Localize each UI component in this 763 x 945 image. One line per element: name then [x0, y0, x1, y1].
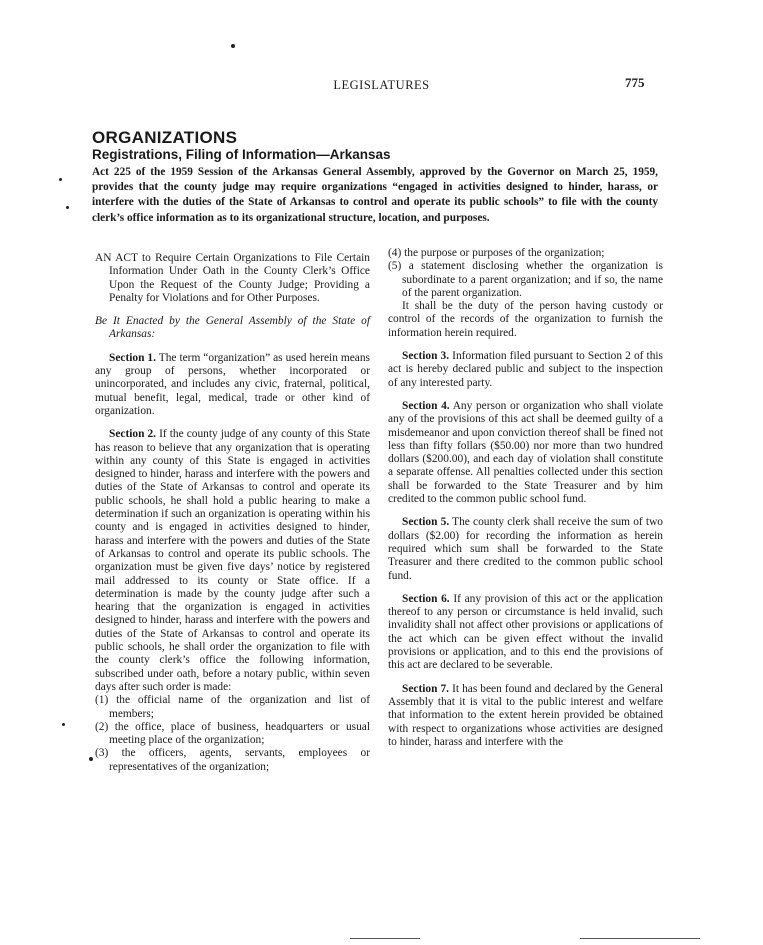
- section-4-label: Section 4.: [402, 399, 450, 412]
- margin-mark: [59, 178, 62, 181]
- section-6: [388, 593, 663, 673]
- section-7: [388, 683, 663, 749]
- margin-mark: [231, 44, 235, 48]
- section-3-label: Section 3.: [402, 350, 450, 363]
- section-2-label: Section 2.: [109, 428, 157, 441]
- enacting-clause: Be It Enacted by the General Assembly of the State of Arkansas:: [95, 315, 370, 341]
- section-7-label: Section 7.: [402, 682, 450, 695]
- section-3: [388, 350, 663, 390]
- section-1-label: Section 1.: [109, 351, 156, 364]
- act-title: AN ACT to Require Certain Organizations to File Certain Information Under Oath in the County Clerk’s Office Upon the Request of the County Judge; Providing a Penalty for Violations and for Other Purposes.: [95, 252, 370, 304]
- section-2-text: If the county judge of any county of this State has reason to believe that any organization that is operating within any county of this State is engaged in activities designed to hinder, harass and interfere with the powers and duties of the State of Arkansas to control and operate its public schools, he shall hold a public hearing to make a determination if such an organization is operating within his county and is engaged in activities designed to hinder, harass and interfere with the powers and duties of the State of Arkansas to control and operate its public schools. The organization must be given five days’ notice by registered mail addressed to its county or State office. If a determination is made by the county judge after such a hearing that the organization is engaged in activities designed to hinder, harass and interfere with the powers and duties of the State of Arkansas to control and operate its public schools, he shall order the organization to file with the county clerk’s office the following information, subscribed under oath, before a notary public, within seven days after such order is made:: [95, 428, 370, 693]
- section-5-label: Section 5.: [402, 516, 450, 529]
- section-6-text: If any provision of this act or the application thereof to any person or circumstance is held invalid, such invalidity shall not affect other provisions or applications of the act which can be given effect without the invalid provisions or application, and to this end the provisions of this act are declared to be severable.: [388, 592, 663, 672]
- act-summary: Act 225 of the 1959 Session of the Arkansas General Assembly, approved by the Governor on March 25, 1959, provides that the county judge may require organizations “engaged in activities designed to hinder, harass, or interfere with the duties of the State of Arkansas to control and operate its public schools” to file with the county clerk’s office information as to its organizational structure, location, and purposes.: [92, 166, 658, 224]
- section-heading: ORGANIZATIONS: [92, 128, 238, 147]
- section-7-text: It has been found and declared by the General Assembly that it is vital to the public interest and welfare that information to the extent herein provided be obtained with respect to organizations whose activities are designed to hinder, harass and interfere with the: [388, 682, 663, 748]
- margin-mark: [66, 206, 69, 209]
- list-item: (4) the purpose or purposes of the organization;: [388, 247, 605, 259]
- section-4-text: Any person or organization who shall violate any of the provisions of this act shall be deemed guilty of a misdemeanor and upon conviction thereof shall be fined not less than fifty follars ($50.00) nor more than two hundred dollars ($200.00), and each day of violation shall constitute a separate offense. All penalties collected under this section shall be forwarded to the State Treasurer and by him credited to the common public school fund.: [388, 399, 664, 506]
- section-4: [388, 400, 663, 506]
- left-column: [95, 252, 370, 774]
- section-6-label: Section 6.: [402, 592, 450, 605]
- list-item: (2) the office, place of business, headquarters or usual meeting place of the organization;: [95, 720, 370, 747]
- right-column: [388, 247, 663, 749]
- margin-mark: [62, 723, 65, 726]
- section-5-text: The county clerk shall receive the sum of two dollars ($2.00) for recording the information as herein required which sum shall be forwarded to the State Treasurer and there credited to the common public school fund.: [388, 516, 663, 582]
- scan-edge-line: [350, 938, 420, 939]
- list-item: (3) the officers, agents, servants, employees or representatives of the organization;: [95, 747, 370, 773]
- section-2: [95, 428, 370, 694]
- page-number: 775: [625, 75, 645, 90]
- scan-edge-line: [580, 938, 700, 939]
- running-title: LEGISLATURES: [333, 78, 430, 92]
- section-5: [388, 516, 663, 582]
- section-subheading: Registrations, Filing of Information—Arkansas: [92, 147, 391, 162]
- list-item: (1) the official name of the organization and list of members;: [95, 694, 370, 720]
- section-1-text: The term “organization” as used herein means any group of persons, whether incorporated or unincorporated, and includes any civic, fraternal, political, mutual benefit, legal, medical, trade or other kind of organization.: [95, 351, 370, 417]
- margin-mark: [89, 757, 93, 761]
- section-1: [95, 352, 370, 418]
- list-item: (5) a statement disclosing whether the organization is subordinate to a parent organization; and if so, the name of the parent organization.: [388, 260, 663, 299]
- section-3-text: Information filed pursuant to Section 2 of this act is hereby declared public and subject to the inspection of any interested party.: [388, 350, 663, 389]
- duty-paragraph: It shall be the duty of the person having custody or control of the records of the organization to furnish the information herein required.: [388, 300, 663, 339]
